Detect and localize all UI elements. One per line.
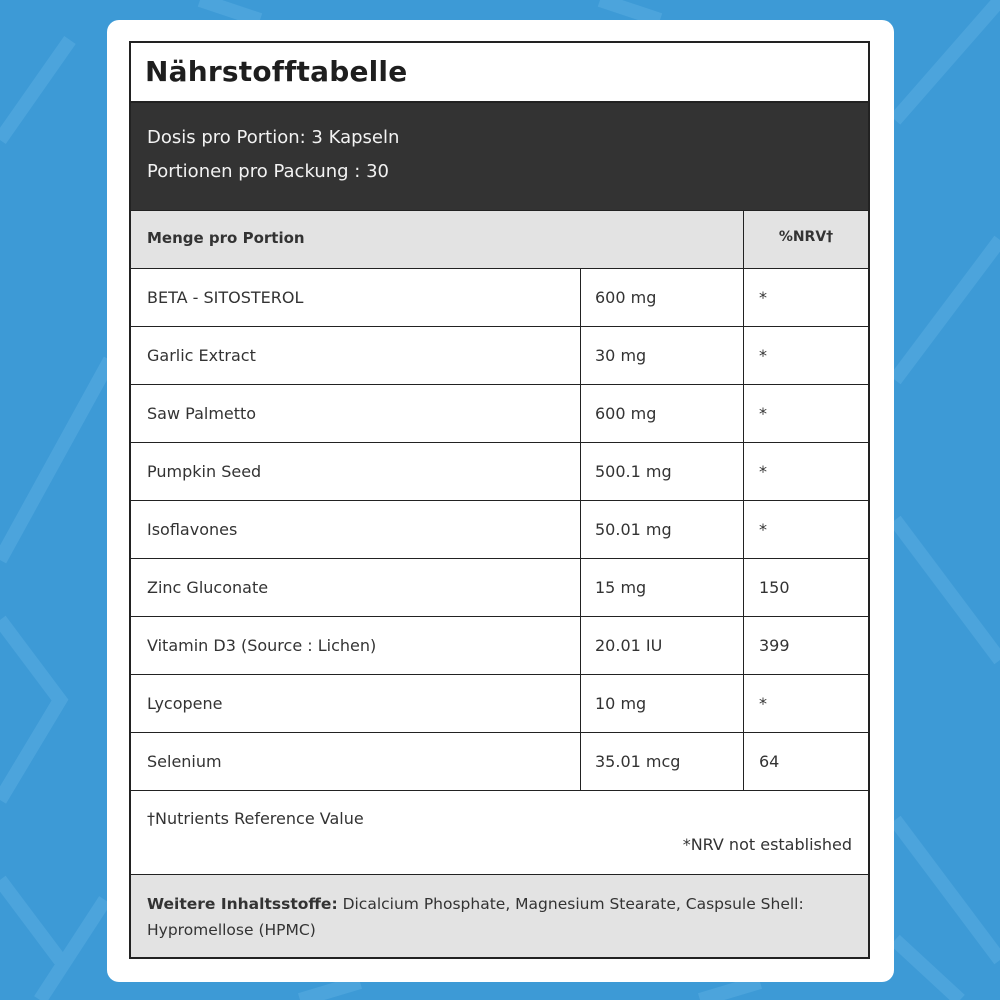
- table-row: [131, 617, 868, 675]
- column-divider: [743, 675, 744, 732]
- serving-size: Dosis pro Portion: 3 Kapseln: [147, 127, 400, 148]
- column-divider: [743, 733, 744, 790]
- nutrient-nrv: 399: [759, 636, 790, 655]
- nutrition-table: [129, 41, 870, 959]
- title-row: [131, 43, 868, 103]
- column-divider: [743, 559, 744, 616]
- nutrient-amount: 35.01 mcg: [595, 752, 681, 771]
- ingredients-label: Weitere Inhaltsstoffe:: [147, 895, 338, 913]
- table-row: [131, 733, 868, 791]
- other-ingredients: [131, 875, 868, 957]
- page-title: Nährstofftabelle: [145, 55, 408, 88]
- column-header-amount: Menge pro Portion: [147, 229, 305, 247]
- footnotes: [131, 791, 868, 875]
- table-body: [131, 269, 868, 791]
- serving-info: [131, 103, 868, 210]
- nutrient-nrv: *: [759, 462, 767, 481]
- column-divider: [580, 559, 581, 616]
- table-header: [131, 210, 868, 269]
- servings-per-pack: Portionen pro Packung : 30: [147, 161, 389, 182]
- table-row: [131, 675, 868, 733]
- column-divider: [580, 617, 581, 674]
- column-divider: [743, 443, 744, 500]
- nutrient-nrv: *: [759, 346, 767, 365]
- nutrient-nrv: *: [759, 404, 767, 423]
- table-row: [131, 559, 868, 617]
- column-divider: [580, 327, 581, 384]
- nrv-definition: †Nutrients Reference Value: [147, 809, 364, 828]
- table-row: [131, 385, 868, 443]
- column-divider: [580, 733, 581, 790]
- column-divider: [743, 617, 744, 674]
- column-divider: [743, 327, 744, 384]
- nutrient-amount: 15 mg: [595, 578, 647, 597]
- nutrient-nrv: *: [759, 288, 767, 307]
- ingredients-list: Dicalcium Phosphate, Magnesium Stearate, Caspsule Shell: Hypromellose (HPMC): [147, 895, 804, 939]
- column-divider: [580, 501, 581, 558]
- nutrient-nrv: 150: [759, 578, 790, 597]
- table-row: [131, 327, 868, 385]
- nutrient-name: Isoflavones: [147, 520, 238, 539]
- nutrient-name: Garlic Extract: [147, 346, 256, 365]
- nutrient-name: Zinc Gluconate: [147, 578, 269, 597]
- column-divider: [580, 269, 581, 326]
- column-divider: [743, 269, 744, 326]
- nutrient-amount: 30 mg: [595, 346, 647, 365]
- nutrient-nrv: *: [759, 520, 767, 539]
- column-divider: [580, 443, 581, 500]
- table-row: [131, 269, 868, 327]
- nutrient-name: BETA - SITOSTEROL: [147, 288, 304, 307]
- nutrient-amount: 10 mg: [595, 694, 647, 713]
- nutrient-name: Lycopene: [147, 694, 223, 713]
- nutrient-amount: 600 mg: [595, 404, 657, 423]
- nutrient-amount: 20.01 IU: [595, 636, 663, 655]
- column-divider: [580, 675, 581, 732]
- column-divider: [743, 385, 744, 442]
- nutrient-name: Saw Palmetto: [147, 404, 257, 423]
- nutrient-amount: 600 mg: [595, 288, 657, 307]
- nrv-not-established-note: *NRV not established: [682, 835, 852, 854]
- column-header-nrv: %NRV†: [778, 229, 834, 245]
- table-row: [131, 443, 868, 501]
- ingredients-text: [147, 891, 847, 943]
- nutrient-nrv: 64: [759, 752, 780, 771]
- column-divider: [743, 501, 744, 558]
- nutrient-name: Pumpkin Seed: [147, 462, 262, 481]
- nutrient-amount: 500.1 mg: [595, 462, 672, 481]
- nutrient-name: Selenium: [147, 752, 222, 771]
- column-divider: [580, 385, 581, 442]
- nutrient-amount: 50.01 mg: [595, 520, 672, 539]
- table-row: [131, 501, 868, 559]
- nutrient-name: Vitamin D3 (Source : Lichen): [147, 636, 377, 655]
- nutrient-nrv: *: [759, 694, 767, 713]
